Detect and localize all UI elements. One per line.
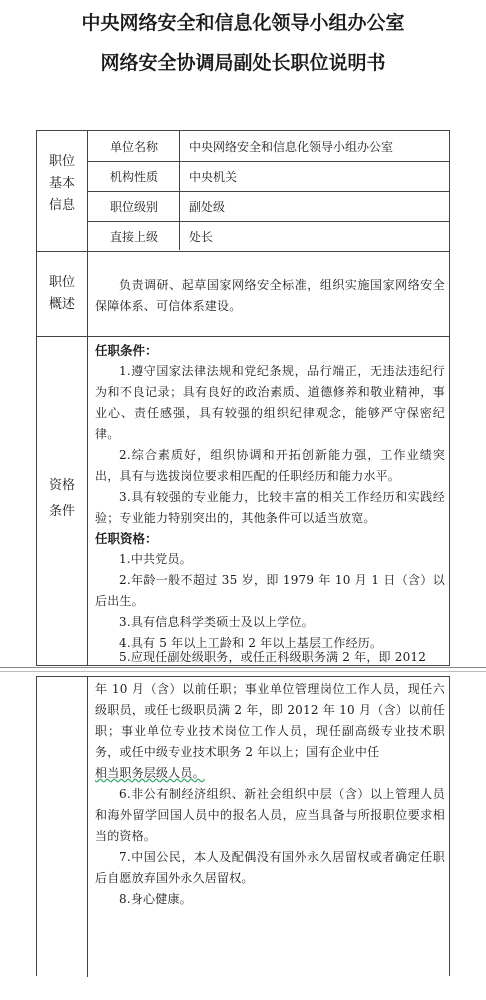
requirement-item: 8.身心健康。 [119, 892, 192, 906]
basic-info-label: 职位 基本 信息 [48, 154, 75, 213]
row-divider [88, 221, 449, 222]
unit-name-key: 单位名称 [109, 140, 158, 154]
requirement-continued: 年 10 月（含）以前任职；事业单位管理岗位工作人员，现任六级职员，或任七级职员满 2 年，即 2012 年 10 月（含）以前任职；事业单位专业技术岗位工作人员，现任副高级专业技术职务，或任中级专业技术职务 2 年以上；国有企业中任 相当职务层级人员。 [95, 682, 445, 780]
level-value: 副处级 [189, 200, 226, 214]
document-title: 中央网络安全和信息化领导小组办公室 [81, 12, 405, 34]
requirement-item: 5.应现任副处级职务，或任正科级职务满 2 年，即 2012 [119, 650, 427, 664]
document-subtitle: 网络安全协调局副处长职位说明书 [100, 52, 386, 74]
supervisor-key: 直接上级 [109, 230, 158, 244]
unit-name-value: 中央网络安全和信息化领导小组办公室 [189, 140, 394, 154]
label-column-divider [87, 131, 88, 665]
org-type-value: 中央机关 [189, 170, 238, 184]
requirements-heading: 任职资格： [95, 531, 158, 546]
requirement-item: 2.年龄一般不超过 35 岁，即 1979 年 10 月 1 日（含）以后出生。 [95, 573, 445, 608]
conditions-heading: 任职条件： [95, 343, 158, 358]
requirement-item: 4.具有 5 年以上工龄和 2 年以上基层工作经历。 [119, 636, 383, 650]
section-divider [37, 251, 449, 252]
requirement-item: 7.中国公民，本人及配偶没有国外永久居留权或者确定任职后自愿放弃国外永久居留权。 [95, 850, 445, 885]
label-column-divider [87, 677, 88, 977]
level-key: 职位级别 [109, 200, 158, 214]
condition-item: 1.遵守国家法律法规和党纪条规，品行端正，无违法违纪行为和不良记录；具有良好的政治素质、道德修养和敬业精神，事业心、责任感强，具有较强的组织纪律观念，能够严守保密纪律。 [95, 364, 445, 441]
overview-text: 负责调研、起草国家网络安全标准，组织实施国家网络安全保障体系、可信体系建设。 [95, 278, 445, 313]
row-divider [88, 161, 449, 162]
requirement-item: 6.非公有制经济组织、新社会组织中层（含）以上管理人员和海外留学回国人员中的报名人员，应当具备与所报职位要求相当的资格。 [95, 787, 445, 843]
row-divider [88, 191, 449, 192]
condition-item: 3.具有较强的专业能力，比较丰富的相关工作经历和实践经验；专业能力特别突出的，其他条件可以适当放宽。 [95, 490, 445, 525]
overview-label: 职位 概述 [48, 275, 75, 312]
page-break-line [0, 671, 486, 672]
requirement-item: 3.具有信息科学类硕士及以上学位。 [119, 615, 314, 629]
condition-item: 2.综合素质好，组织协调和开拓创新能力强，工作业绩突出，具有与选拔岗位要求相匹配的任职经历和能力水平。 [95, 448, 445, 483]
supervisor-value: 处长 [189, 230, 214, 244]
page-break-line [0, 667, 486, 668]
org-type-key: 机构性质 [109, 170, 158, 184]
qualifications-label: 资格 条件 [48, 478, 75, 519]
position-table-continued [36, 676, 450, 976]
section-divider [37, 336, 449, 337]
position-table [36, 130, 450, 666]
requirement-item: 1.中共党员。 [119, 552, 192, 566]
